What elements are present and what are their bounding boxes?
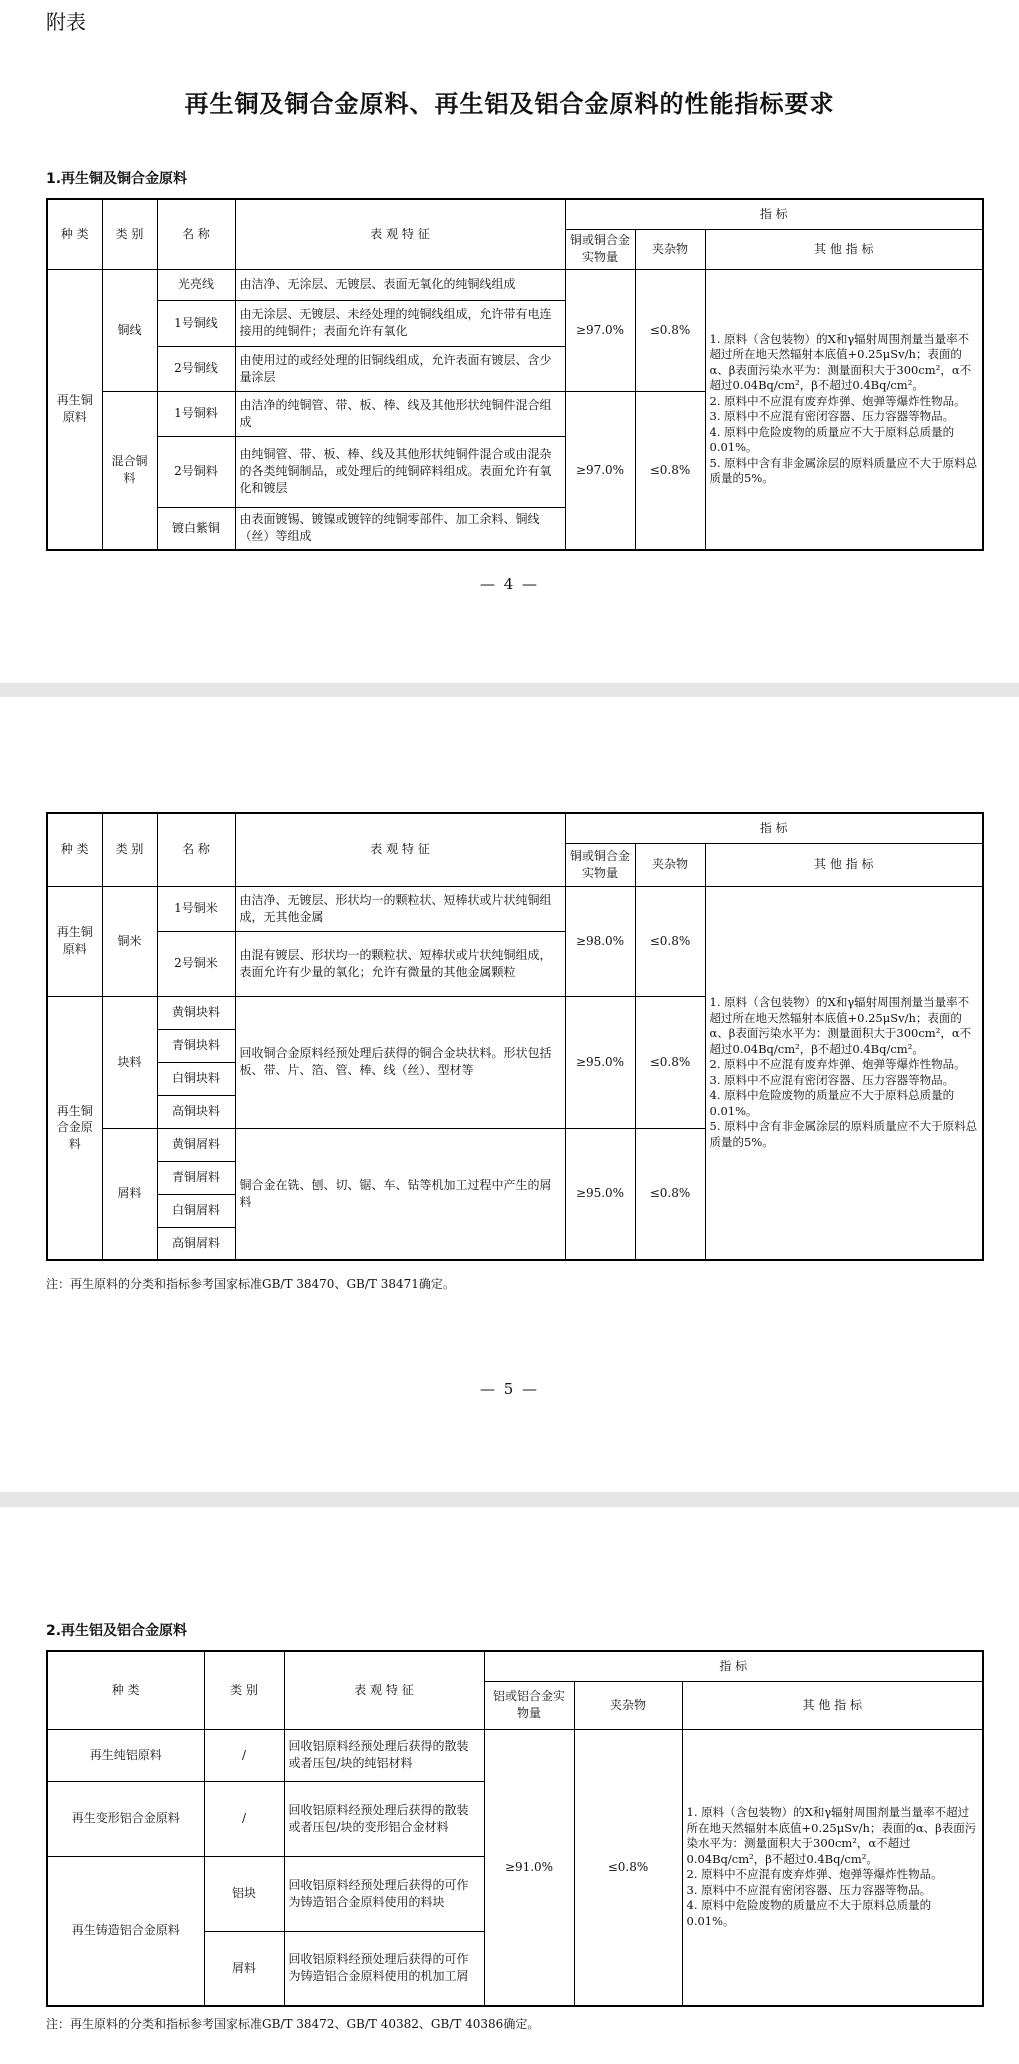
name-cell: 2号铜料 xyxy=(157,436,235,507)
content-cell: ≥91.0% xyxy=(484,1729,574,2006)
kind-cell: 再生铜合金原料 xyxy=(47,996,102,1260)
header-kind: 种 类 xyxy=(47,1651,204,1729)
page-6 xyxy=(0,1507,1019,2064)
header-appearance: 表 观 特 征 xyxy=(235,813,565,886)
content-cell: ≥97.0% xyxy=(565,391,635,550)
page-number: — 4 — xyxy=(479,575,540,593)
name-cell: 1号铜米 xyxy=(157,886,235,931)
header-impurity: 夹杂物 xyxy=(635,229,705,269)
desc-cell: 由使用过的或经处理的旧铜线组成，允许表面有镀层、含少量涂层 xyxy=(235,346,565,391)
content-cell: ≥98.0% xyxy=(565,886,635,996)
header-category: 类 别 xyxy=(204,1651,284,1729)
category-cell: 铜米 xyxy=(102,886,157,996)
aluminum-table xyxy=(46,1650,984,2007)
desc-cell: 由洁净、无涂层、无镀层、表面无氧化的纯铜线组成 xyxy=(235,269,565,300)
page-5 xyxy=(0,697,1019,1492)
kind-cell: 再生铸造铝合金原料 xyxy=(47,1856,204,2006)
appendix-label: 附表 xyxy=(46,10,86,34)
desc-cell: 由无涂层、无镀层、未经处理的纯铜线组成，允许带有电连接用的纯铜件；表面允许有氧化 xyxy=(235,300,565,346)
name-cell: 黄铜屑料 xyxy=(157,1128,235,1161)
content-cell: ≥95.0% xyxy=(565,1128,635,1260)
kind-cell: 再生纯铝原料 xyxy=(47,1729,204,1781)
header-other: 其 他 指 标 xyxy=(682,1681,983,1729)
header-name: 名 称 xyxy=(157,199,235,269)
header-other: 其 他 指 标 xyxy=(705,229,983,269)
content-cell: ≥97.0% xyxy=(565,269,635,391)
name-cell: 光亮线 xyxy=(157,269,235,300)
header-category: 类 别 xyxy=(102,199,157,269)
header-content: 铜或铜合金实物量 xyxy=(565,229,635,269)
header-impurity: 夹杂物 xyxy=(574,1681,682,1729)
other-index-cell: 1. 原料（含包装物）的X和γ辐射周围剂量当量率不超过所在地天然辐射本底值+0.25μSv/h；表面的α、β表面污染水平为：测量面积大于300cm²，α不超过0.04Bq/cm²，β不超过0.4Bq/cm²。 2. 原料中不应混有废弃炸弹、炮弹等爆炸性物品。 3. 原料中不应混有密闭容器、压力容器等物品。 4. 原料中危险废物的质量应不大于原料总质量的0.01%。 xyxy=(682,1729,983,2006)
category-cell: 铜线 xyxy=(102,269,157,391)
page-4 xyxy=(0,0,1019,683)
impurity-cell: ≤0.8% xyxy=(635,391,705,550)
category-cell: 块料 xyxy=(102,996,157,1128)
header-kind: 种 类 xyxy=(47,199,102,269)
desc-cell: 由洁净、无镀层、形状均一的颗粒状、短棒状或片状纯铜组成，无其他金属 xyxy=(235,886,565,931)
category-cell: 屑料 xyxy=(102,1128,157,1260)
header-index: 指 标 xyxy=(484,1651,983,1681)
category-cell: 屑料 xyxy=(204,1931,284,2006)
impurity-cell: ≤0.8% xyxy=(635,996,705,1128)
header-appearance: 表 观 特 征 xyxy=(235,199,565,269)
content-cell: ≥95.0% xyxy=(565,996,635,1128)
impurity-cell: ≤0.8% xyxy=(635,886,705,996)
footnote: 注：再生原料的分类和指标参考国家标准GB/T 38470、GB/T 38471确定。 xyxy=(46,1277,455,1291)
desc-cell: 回收铝原料经预处理后获得的可作为铸造铝合金原料使用的机加工屑 xyxy=(284,1931,484,2006)
page-number: — 5 — xyxy=(479,1380,540,1398)
other-index-cell: 1. 原料（含包装物）的X和γ辐射周围剂量当量率不超过所在地天然辐射本底值+0.25μSv/h；表面的α、β表面污染水平为：测量面积大于300cm²，α不超过0.04Bq/cm²，β不超过0.4Bq/cm²。 2. 原料中不应混有废弃炸弹、炮弹等爆炸性物品。 3. 原料中不应混有密闭容器、压力容器等物品。 4. 原料中危险废物的质量应不大于原料总质量的0.01%。 5. 原料中含有非金属涂层的原料质量应不大于原料总质量的5%。 xyxy=(705,886,983,1260)
desc-cell: 铜合金在铣、刨、切、锯、车、钻等机加工过程中产生的屑料 xyxy=(235,1128,565,1260)
other-index-cell: 1. 原料（含包装物）的X和γ辐射周围剂量当量率不超过所在地天然辐射本底值+0.25μSv/h；表面的α、β表面污染水平为：测量面积大于300cm²，α不超过0.04Bq/cm²，β不超过0.4Bq/cm²。 2. 原料中不应混有废弃炸弹、炮弹等爆炸性物品。 3. 原料中不应混有密闭容器、压力容器等物品。 4. 原料中危险废物的质量应不大于原料总质量的0.01%。 5. 原料中含有非金属涂层的原料质量应不大于原料总质量的5%。 xyxy=(705,269,983,550)
desc-cell: 由洁净的纯铜管、带、板、棒、线及其他形状纯铜件混合组成 xyxy=(235,391,565,436)
desc-cell: 回收铝原料经预处理后获得的散装或者压包/块的纯铝材料 xyxy=(284,1729,484,1781)
copper-table-1 xyxy=(46,198,984,551)
name-cell: 青铜块料 xyxy=(157,1029,235,1062)
category-cell: / xyxy=(204,1729,284,1781)
desc-cell: 回收铝原料经预处理后获得的散装或者压包/块的变形铝合金材料 xyxy=(284,1781,484,1856)
header-content: 铝或铝合金实物量 xyxy=(484,1681,574,1729)
name-cell: 2号铜线 xyxy=(157,346,235,391)
desc-cell: 由表面镀锡、镀镍或镀锌的纯铜零部件、加工余料、铜线（丝）等组成 xyxy=(235,507,565,550)
header-other: 其 他 指 标 xyxy=(705,843,983,886)
header-index: 指 标 xyxy=(565,199,983,229)
kind-cell: 再生铜原料 xyxy=(47,269,102,550)
impurity-cell: ≤0.8% xyxy=(635,1128,705,1260)
name-cell: 高铜块料 xyxy=(157,1095,235,1128)
desc-cell: 回收铝原料经预处理后获得的可作为铸造铝合金原料使用的料块 xyxy=(284,1856,484,1931)
name-cell: 黄铜块料 xyxy=(157,996,235,1029)
name-cell: 1号铜线 xyxy=(157,300,235,346)
section-copper-title: 1.再生铜及铜合金原料 xyxy=(46,171,188,187)
header-appearance: 表 观 特 征 xyxy=(284,1651,484,1729)
category-cell: 混合铜料 xyxy=(102,391,157,550)
desc-cell: 由纯铜管、带、板、棒、线及其他形状纯铜件混合或由混杂的各类纯铜制品，或处理后的纯铜碎料组成。表面允许有氧化和镀层 xyxy=(235,436,565,507)
name-cell: 白铜屑料 xyxy=(157,1194,235,1227)
kind-cell: 再生铜原料 xyxy=(47,886,102,996)
impurity-cell: ≤0.8% xyxy=(635,269,705,391)
kind-cell: 再生变形铝合金原料 xyxy=(47,1781,204,1856)
name-cell: 2号铜米 xyxy=(157,931,235,996)
category-cell: / xyxy=(204,1781,284,1856)
header-content: 铜或铜合金实物量 xyxy=(565,843,635,886)
header-impurity: 夹杂物 xyxy=(635,843,705,886)
header-kind: 种 类 xyxy=(47,813,102,886)
header-index: 指 标 xyxy=(565,813,983,843)
impurity-cell: ≤0.8% xyxy=(574,1729,682,2006)
header-category: 类 别 xyxy=(102,813,157,886)
name-cell: 青铜屑料 xyxy=(157,1161,235,1194)
desc-cell: 回收铜合金原料经预处理后获得的铜合金块状料。形状包括板、带、片、箔、管、棒、线（丝）、型材等 xyxy=(235,996,565,1128)
desc-cell: 由混有镀层、形状均一的颗粒状、短棒状或片状纯铜组成，表面允许有少量的氧化；允许有微量的其他金属颗粒 xyxy=(235,931,565,996)
copper-table-2 xyxy=(46,812,984,1261)
name-cell: 1号铜料 xyxy=(157,391,235,436)
name-cell: 高铜屑料 xyxy=(157,1227,235,1260)
section-aluminum-title: 2.再生铝及铝合金原料 xyxy=(46,1623,188,1639)
name-cell: 白铜块料 xyxy=(157,1062,235,1095)
category-cell: 铝块 xyxy=(204,1856,284,1931)
document-title: 再生铜及铜合金原料、再生铝及铝合金原料的性能指标要求 xyxy=(184,90,835,118)
header-name: 名 称 xyxy=(157,813,235,886)
name-cell: 镀白紫铜 xyxy=(157,507,235,550)
footnote: 注：再生原料的分类和指标参考国家标准GB/T 38472、GB/T 40382、GB/T 40386确定。 xyxy=(46,2017,540,2031)
